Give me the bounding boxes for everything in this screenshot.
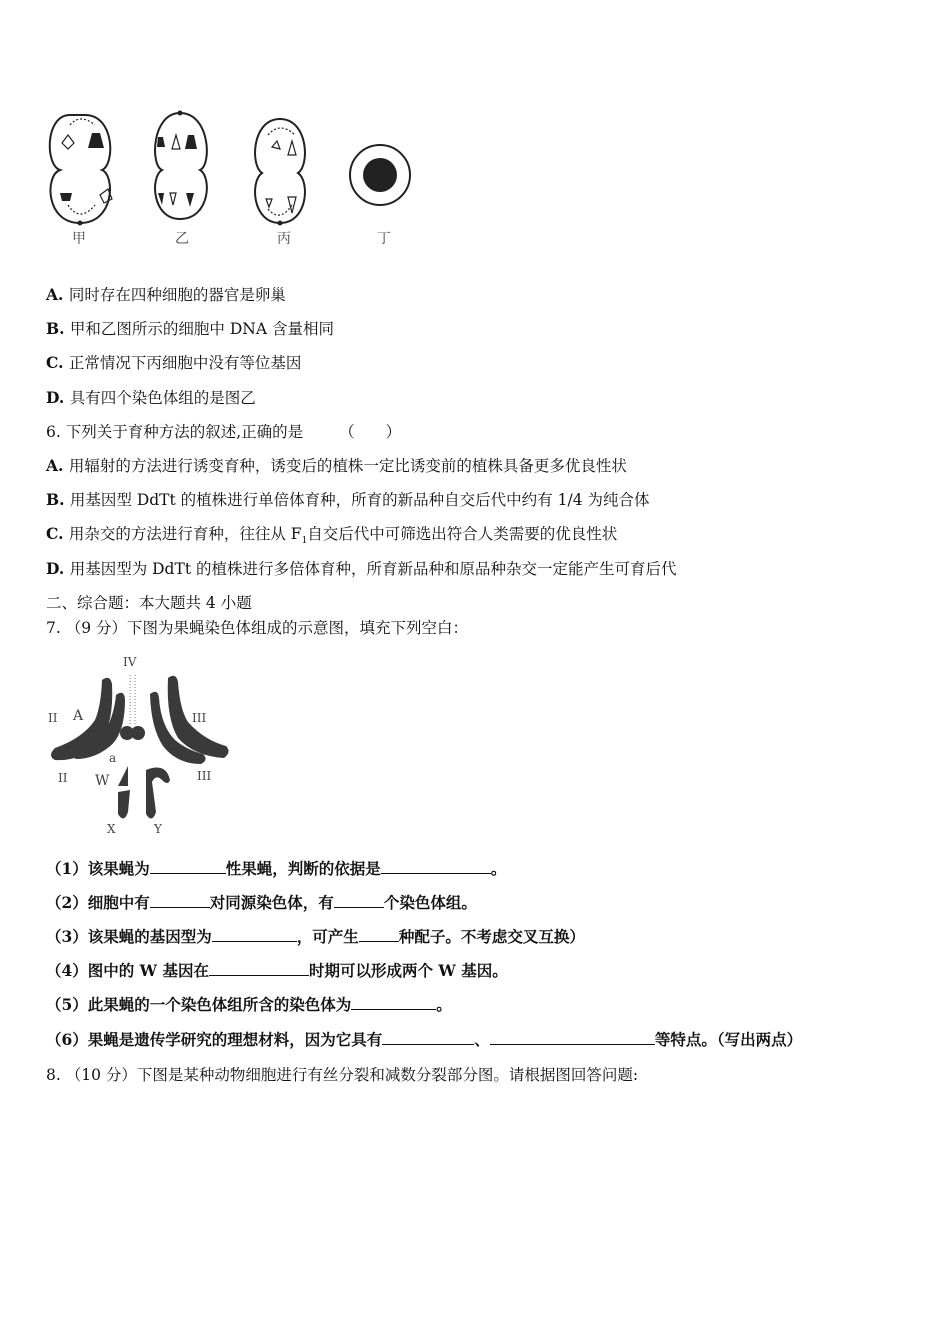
q6-option-c [46,524,617,551]
option-text: 正常情况下丙细胞中没有等位基因 [68,354,302,372]
text: ，可产生 [296,927,359,946]
cell-yi [155,113,207,219]
q5-option-a [46,285,286,305]
q7-stem: 7. （9 分）下图为果蝇染色体组成的示意图，填充下列空白： [46,619,469,637]
option-letter: D. [46,559,65,578]
option-letter: A. [46,456,64,475]
q5-option-d [46,388,256,408]
answer-bracket: （ ） [339,423,402,441]
label-x: X [107,822,116,836]
answer-blank[interactable] [382,1030,474,1045]
option-text: 用辐射的方法进行诱变育种，诱变后的植株一定比诱变前的植株具备更多优良性状 [68,457,627,475]
answer-blank[interactable] [334,893,384,908]
figure-label-jia: 甲 [72,231,86,247]
text: （4）图中的 W 基因在 [46,961,209,980]
answer-blank[interactable] [359,927,399,942]
q7-sub-5 [46,995,452,1015]
answer-blank[interactable] [351,995,436,1010]
q5-option-b [46,319,334,339]
q5-option-c [46,353,301,373]
q7-sub-6 [46,1030,802,1050]
label-iii-bottom: III [197,769,212,783]
answer-blank[interactable] [150,893,210,908]
figure-label-bing: 丙 [277,231,291,247]
label-y: Y [154,822,162,836]
option-letter: B. [46,490,65,509]
text: （3）该果蝇的基因型为 [46,927,212,946]
text: （2）细胞中有 [46,893,150,912]
question-stem: 6. 下列关于育种方法的叙述,正确的是 [46,423,304,441]
q7-sub-3 [46,927,585,947]
option-text: 具有四个染色体组的是图乙 [69,389,256,407]
text: （6）果蝇是遗传学研究的理想材料，因为它具有 [46,1030,383,1049]
label-iii-top: III [192,711,207,725]
figure-label-ding: 丁 [377,231,391,247]
option-letter: A. [46,285,64,304]
text: 等特点。（写出两点） [654,1030,803,1049]
label-gene-A: A [73,708,84,724]
q7-sub-2 [46,893,477,913]
option-text: 用基因型为 DdTt 的植株进行多倍体育种，所育新品种和原品种杂交一定能产生可育后代 [69,560,677,578]
q6-option-d [46,559,676,579]
figure-label-yi: 乙 [175,231,189,247]
option-letter: B. [46,319,65,338]
option-text: 甲和乙图所示的细胞中 DNA 含量相同 [69,320,334,338]
q7-sub-1 [46,859,506,879]
answer-blank[interactable] [209,961,309,976]
fruit-fly-chromosome-figure [40,650,240,840]
cell-jia [50,115,111,223]
text: 。 [490,859,507,878]
q6-option-b [46,490,649,510]
answer-blank[interactable] [150,859,226,874]
label-gene-W: W [95,773,110,789]
text: （5）此果蝇的一个染色体组所含的染色体为 [46,995,352,1014]
option-letter: C. [46,353,64,372]
cell-bing [255,119,305,223]
option-letter: D. [46,388,65,407]
answer-blank[interactable] [381,859,491,874]
text: 、 [474,1030,490,1049]
text: 对同源染色体，有 [209,893,334,912]
label-ii-bottom: II [58,771,68,785]
text: （1）该果蝇为 [46,859,150,878]
q7-sub-4 [46,961,508,981]
answer-blank[interactable] [490,1030,655,1045]
cell-division-figure [40,105,440,235]
subscript: 1 [301,536,308,547]
option-text: 用基因型 DdTt 的植株进行单倍体育种，所育的新品种自交后代中约有 1/4 为纯合体 [69,491,650,509]
text: 性果蝇，判断的依据是 [225,859,381,878]
text: 个染色体组。 [383,893,477,912]
text: 种配子。不考虑交叉互换） [398,927,585,946]
option-text: 用杂交的方法进行育种，往往从 F [68,525,302,543]
option-letter: C. [46,524,64,543]
label-iv: IV [123,655,137,669]
answer-blank[interactable] [212,927,297,942]
q6-option-a [46,456,627,476]
text: 。 [436,995,452,1014]
section-heading: 二、综合题：本大题共 4 小题 [46,594,252,612]
label-ii-top: II [48,711,58,725]
q8-stem: 8. （10 分）下图是某种动物细胞进行有丝分裂和减数分裂部分图。请根据图回答问题: [46,1066,639,1084]
q6-stem [46,422,401,442]
option-text: 同时存在四种细胞的器官是卵巢 [68,286,286,304]
text: 时期可以形成两个 W 基因。 [309,961,508,980]
option-text: 自交后代中可筛选出符合人类需要的优良性状 [307,525,618,543]
label-gene-a: a [109,751,117,765]
